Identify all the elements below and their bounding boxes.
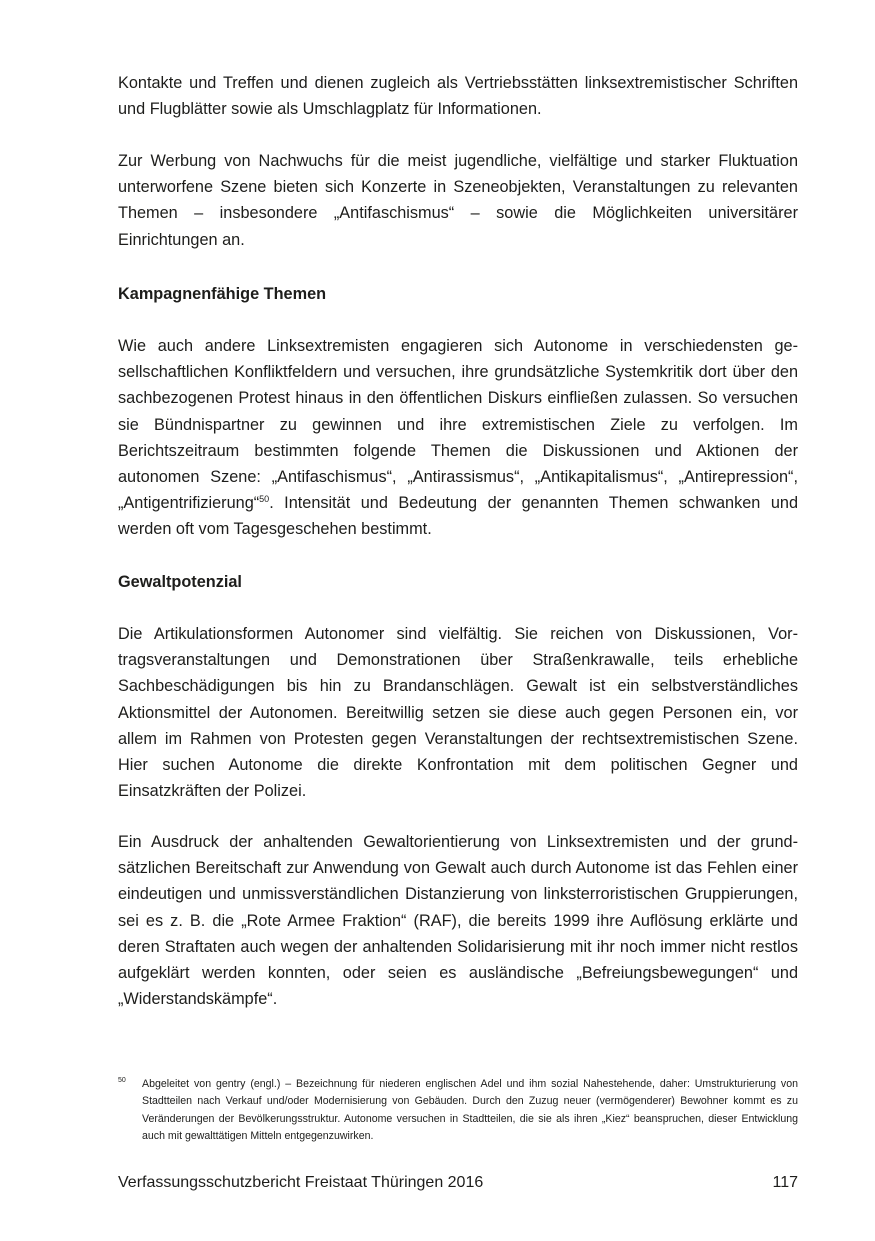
paragraph-campaign-topics-part1: Wie auch andere Linksextremisten engagieren sich Autonome in verschiedensten gesellschaftlichen Konfliktfeldern und versuchen, ihre grundsätzliche Systemkritik dort über den sachbezogenen Protest hinaus in den öffentlichen Diskurs einfließen zulassen. So versuchen sie Bündnispartner zu gewinnen und ihre extremistischen Ziele zu verfolgen. Im Berichtszeitraum bestimmten folgende Themen die Diskussionen und Aktionen der autonomen Szene: „Antifaschismus“, „Antirassismus“, „Antikapitalismus“, „Antirepression“, „Antigentrifizierung“ <box>118 337 798 513</box>
heading-violence-potential: Gewaltpotenzial <box>118 573 242 591</box>
footer-title: Verfassungsschutzbericht Freistaat Thüringen 2016 <box>118 1174 484 1191</box>
heading-campaign-topics: Kampagnenfähige Themen <box>118 285 327 303</box>
footnote-number: 50 <box>118 1077 126 1084</box>
footnote-text: Abgeleitet von gentry (engl.) – Bezeichnung für niederen englischen Adel und ihm sozial Nahestehende, daher: Umstrukturierung von Stadtteilen nach Verkauf und/oder Modernisierung von Gebäuden. Durch den Zuzug neuer (vermögenderer) Bewohner kommt es zu Veränderungen der Bevölkerungsstruktur. Autonome versuchen in Stadtteilen, die sie als ihren „Kiez“ beanspruchen, dieser Entwicklung auch mit gewalttätigen Mitteln entgegenzuwirken. <box>142 1078 798 1142</box>
footnote-reference[interactable]: 50 <box>259 494 270 505</box>
paragraph-campaign-topics <box>118 333 798 543</box>
paragraph-articulation-forms: Die Artikulationsformen Autonomer sind vielfältig. Sie reichen von Diskussionen, Vortragsveranstaltungen und Demonstrationen über Straßenkrawalle, teils erhebliche Sachbeschädigungen bis hin zu Brandanschlägen. Gewalt ist ein selbstverständliches Aktionsmittel der Autonomen. Bereitwillig setzen sie diese auch gegen Personen ein, vor allem im Rahmen von Protesten gegen Veranstaltungen der rechtsextremistischen Szene. Hier suchen Autonome die direkte Konfrontation mit dem politischen Gegner und Einsatzkräften der Polizei. <box>118 625 798 801</box>
paragraph-violence-orientation: Ein Ausdruck der anhaltenden Gewaltorientierung von Linksextremisten und der grundsätzlichen Bereitschaft zur Anwendung von Gewalt auch durch Autonome ist das Fehlen einer eindeutigen und unmissverständlichen Distanzierung von linksterroristischen Gruppierungen, sei es z. B. die „Rote Armee Fraktion“ (RAF), die bereits 1999 ihre Auflösung erklärte und deren Straftaten auch wegen der anhaltenden Solidarisierung mit ihr noch immer nicht restlos aufgeklärt werden konnten, oder seien es ausländische „Befreiungsbewegungen“ und „Widerstandskämpfe“. <box>118 833 798 1009</box>
footnote <box>118 1076 798 1145</box>
page-number: 117 <box>772 1174 798 1191</box>
paragraph-recruitment: Zur Werbung von Nachwuchs für die meist jugendliche, vielfältige und starker Fluktuation unterworfene Szene bieten sich Konzerte in Szeneobjekten, Veranstaltungen zu relevanten Themen – insbesondere „Antifaschismus“ – sowie die Möglichkeiten universitärer Einrichtungen an. <box>118 152 798 249</box>
paragraph-campaign-topics-part2: . Intensität und Bedeutung der genannten Themen schwanken und werden oft vom Tagesgeschehen bestimmt. <box>118 494 798 539</box>
paragraph-contacts: Kontakte und Treffen und dienen zugleich als Vertriebsstätten linksextremistischer Schriften und Flugblätter sowie als Umschlagplatz für Informationen. <box>118 74 798 119</box>
